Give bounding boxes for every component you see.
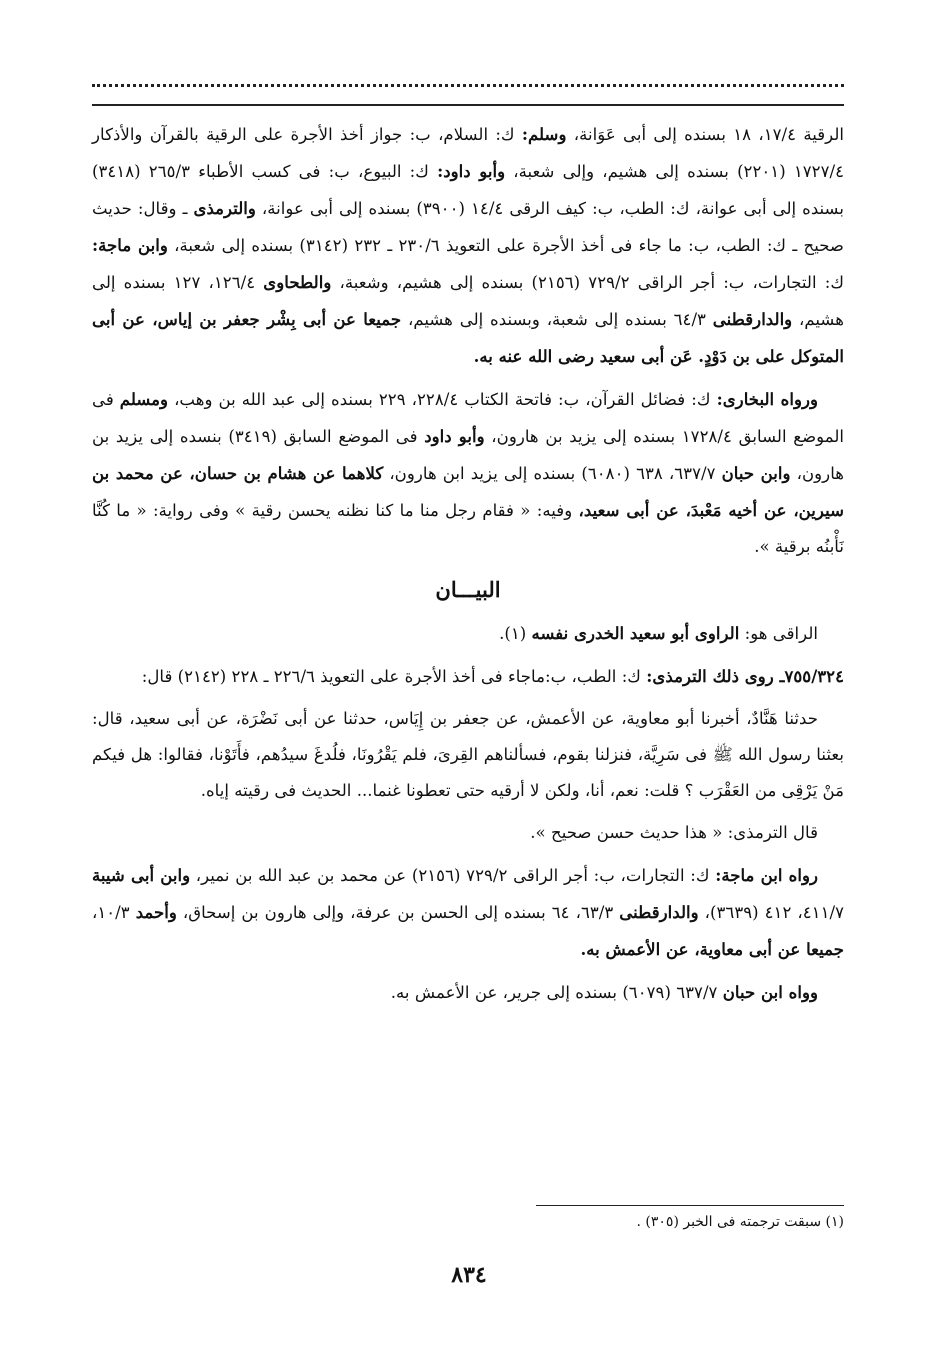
hadith-header: ٧٥٥/٣٢٤ـ روى ذلك الترمذى: ك: الطب، ب:ماجاء فى أخذ الأجرة على التعويذ ٢٢٦/٦ ـ ٢٢٨ (٢١٤٢) قال: xyxy=(141,666,844,686)
takhrij-paragraph-2: ورواه البخارى: ك: فضائل القرآن، ب: فاتحة الكتاب ٢٢٨/٤، ٢٢٩ بسنده إلى عبد الله بن وهب، ومسلم فى الموضع السابق ١٧٢٨/٤ بسنده إلى يزيد بن هارون، وأبو داود فى الموضع السابق (٣٤١٩) بنسده إلى يزيد بن هارون، وابن حبان ٦٣٧/٧، ٦٣٨ (٦٠٨٠) بسنده إلى يزيد ابن هارون، كلاهما عن هشام بن حسان، عن محمد بن سيرين، عن أخيه مَعْبدَ، عن أبى سعيد، وفيه: « فقام رجل منا ما كنا نظنه يحسن رقية » وفى رواية: « ما كُنَّا نَأْبنُه برقية ». xyxy=(92,389,844,556)
takhrij-paragraph-3: رواه ابن ماجة: ك: التجارات، ب: أجر الراقى ٧٢٩/٢ (٢١٥٦) عن محمد بن عبد الله بن نمير، وابن أبى شيبة ٤١١/٧، ٤١٢ (٣٦٣٩)، والدارقطنى ٦٣/٣، ٦٤ بسنده إلى الحسن بن عرفة، وإلى هارون بن إسحاق، وأحمد ١٠/٣، جميعا عن أبى معاوية، عن الأعمش به. xyxy=(92,865,844,959)
section-heading: البيـــان xyxy=(435,577,501,602)
footnote: (١) سبقت ترجمته فى الخبر (٣٠٥) . xyxy=(636,1214,844,1230)
header-rule xyxy=(92,104,844,106)
footnote-rule xyxy=(536,1205,844,1206)
page-number: ٨٣٤ xyxy=(451,1262,487,1288)
takhrij-paragraph-1: الرقية ١٧/٤، ١٨ بسنده إلى أبى عَوَانة، وسلم: ك: السلام، ب: جواز أخذ الأجرة على الرقية بالقرآن والأذكار ١٧٢٧/٤ (٢٢٠١) بسنده إلى هشيم، وإلى شعبة، وأبو داود: ك: البيوع، ب: فى كسب الأطباء ٢٦٥/٣ (٣٤١٨) بسنده إلى أبى عوانة، ك: الطب، ب: كيف الرقى ١٤/٤ (٣٩٠٠) بسنده إلى أبى عوانة، والترمذى ـ وقال: حديث صحيح ـ ك: الطب، ب: ما جاء فى أخذ الأجرة على التعويذ ٢٣٠/٦ ـ ٢٣٢ (٣١٤٢) بسنده إلى شعبة، وابن ماجة: ك: التجارات، ب: أجر الراقى ٧٢٩/٢ (٢١٥٦) بسنده إلى هشيم، وشعبة، والطحاوى ١٢٦/٤، ١٢٧ بسنده إلى هشيم، والدارقطنى ٦٤/٣ بسنده إلى شعبة، وبسنده إلى هشيم، جميعا عن أبى بِشْر جعفر بن إياس، عن أبى المتوكل على بن دَوْدٍ. عَن أبى سعيد رضى الله عنه به. xyxy=(92,124,845,366)
dotted-separator xyxy=(92,84,844,87)
tirmidhi-quote: قال الترمذى: « هذا حديث حسن صحيح ». xyxy=(530,823,818,842)
hadith-number: ٧٥٥/٣٢٤ـ xyxy=(779,666,844,686)
raqi-line: الراقى هو: الراوى أبو سعيد الخدرى نفسه (١). xyxy=(499,623,818,643)
page-body xyxy=(92,116,844,1017)
takhrij-paragraph-4: وواه ابن حبان ٦٣٧/٧ (٦٠٧٩) بسنده إلى جرير، عن الأعمش به. xyxy=(390,982,818,1002)
hadith-text: حدثنا هَنَّادٌ، أخبرنا أبو معاوية، عن الأعمش، عن جعفر بن إِيَاس، حدثنا عن أبى نَضْرَة، عن أبى سعيد، قال: بعثنا رسول الله ﷺ فى سَرِيَّة، فنزلنا بقوم، فسألناهم القِرىَ، فلم يَقْرُونَا، فلُدغَ سيدُهم، فأَتَوْنا، فقالوا: هل فيكم مَنْ يَرْقِى من العَقْرَب ؟ قلت: نعم، أنا، ولكن لا أرقيه حتى تعطونا غنما... الحديث فى رقيته إياه. xyxy=(92,709,844,800)
